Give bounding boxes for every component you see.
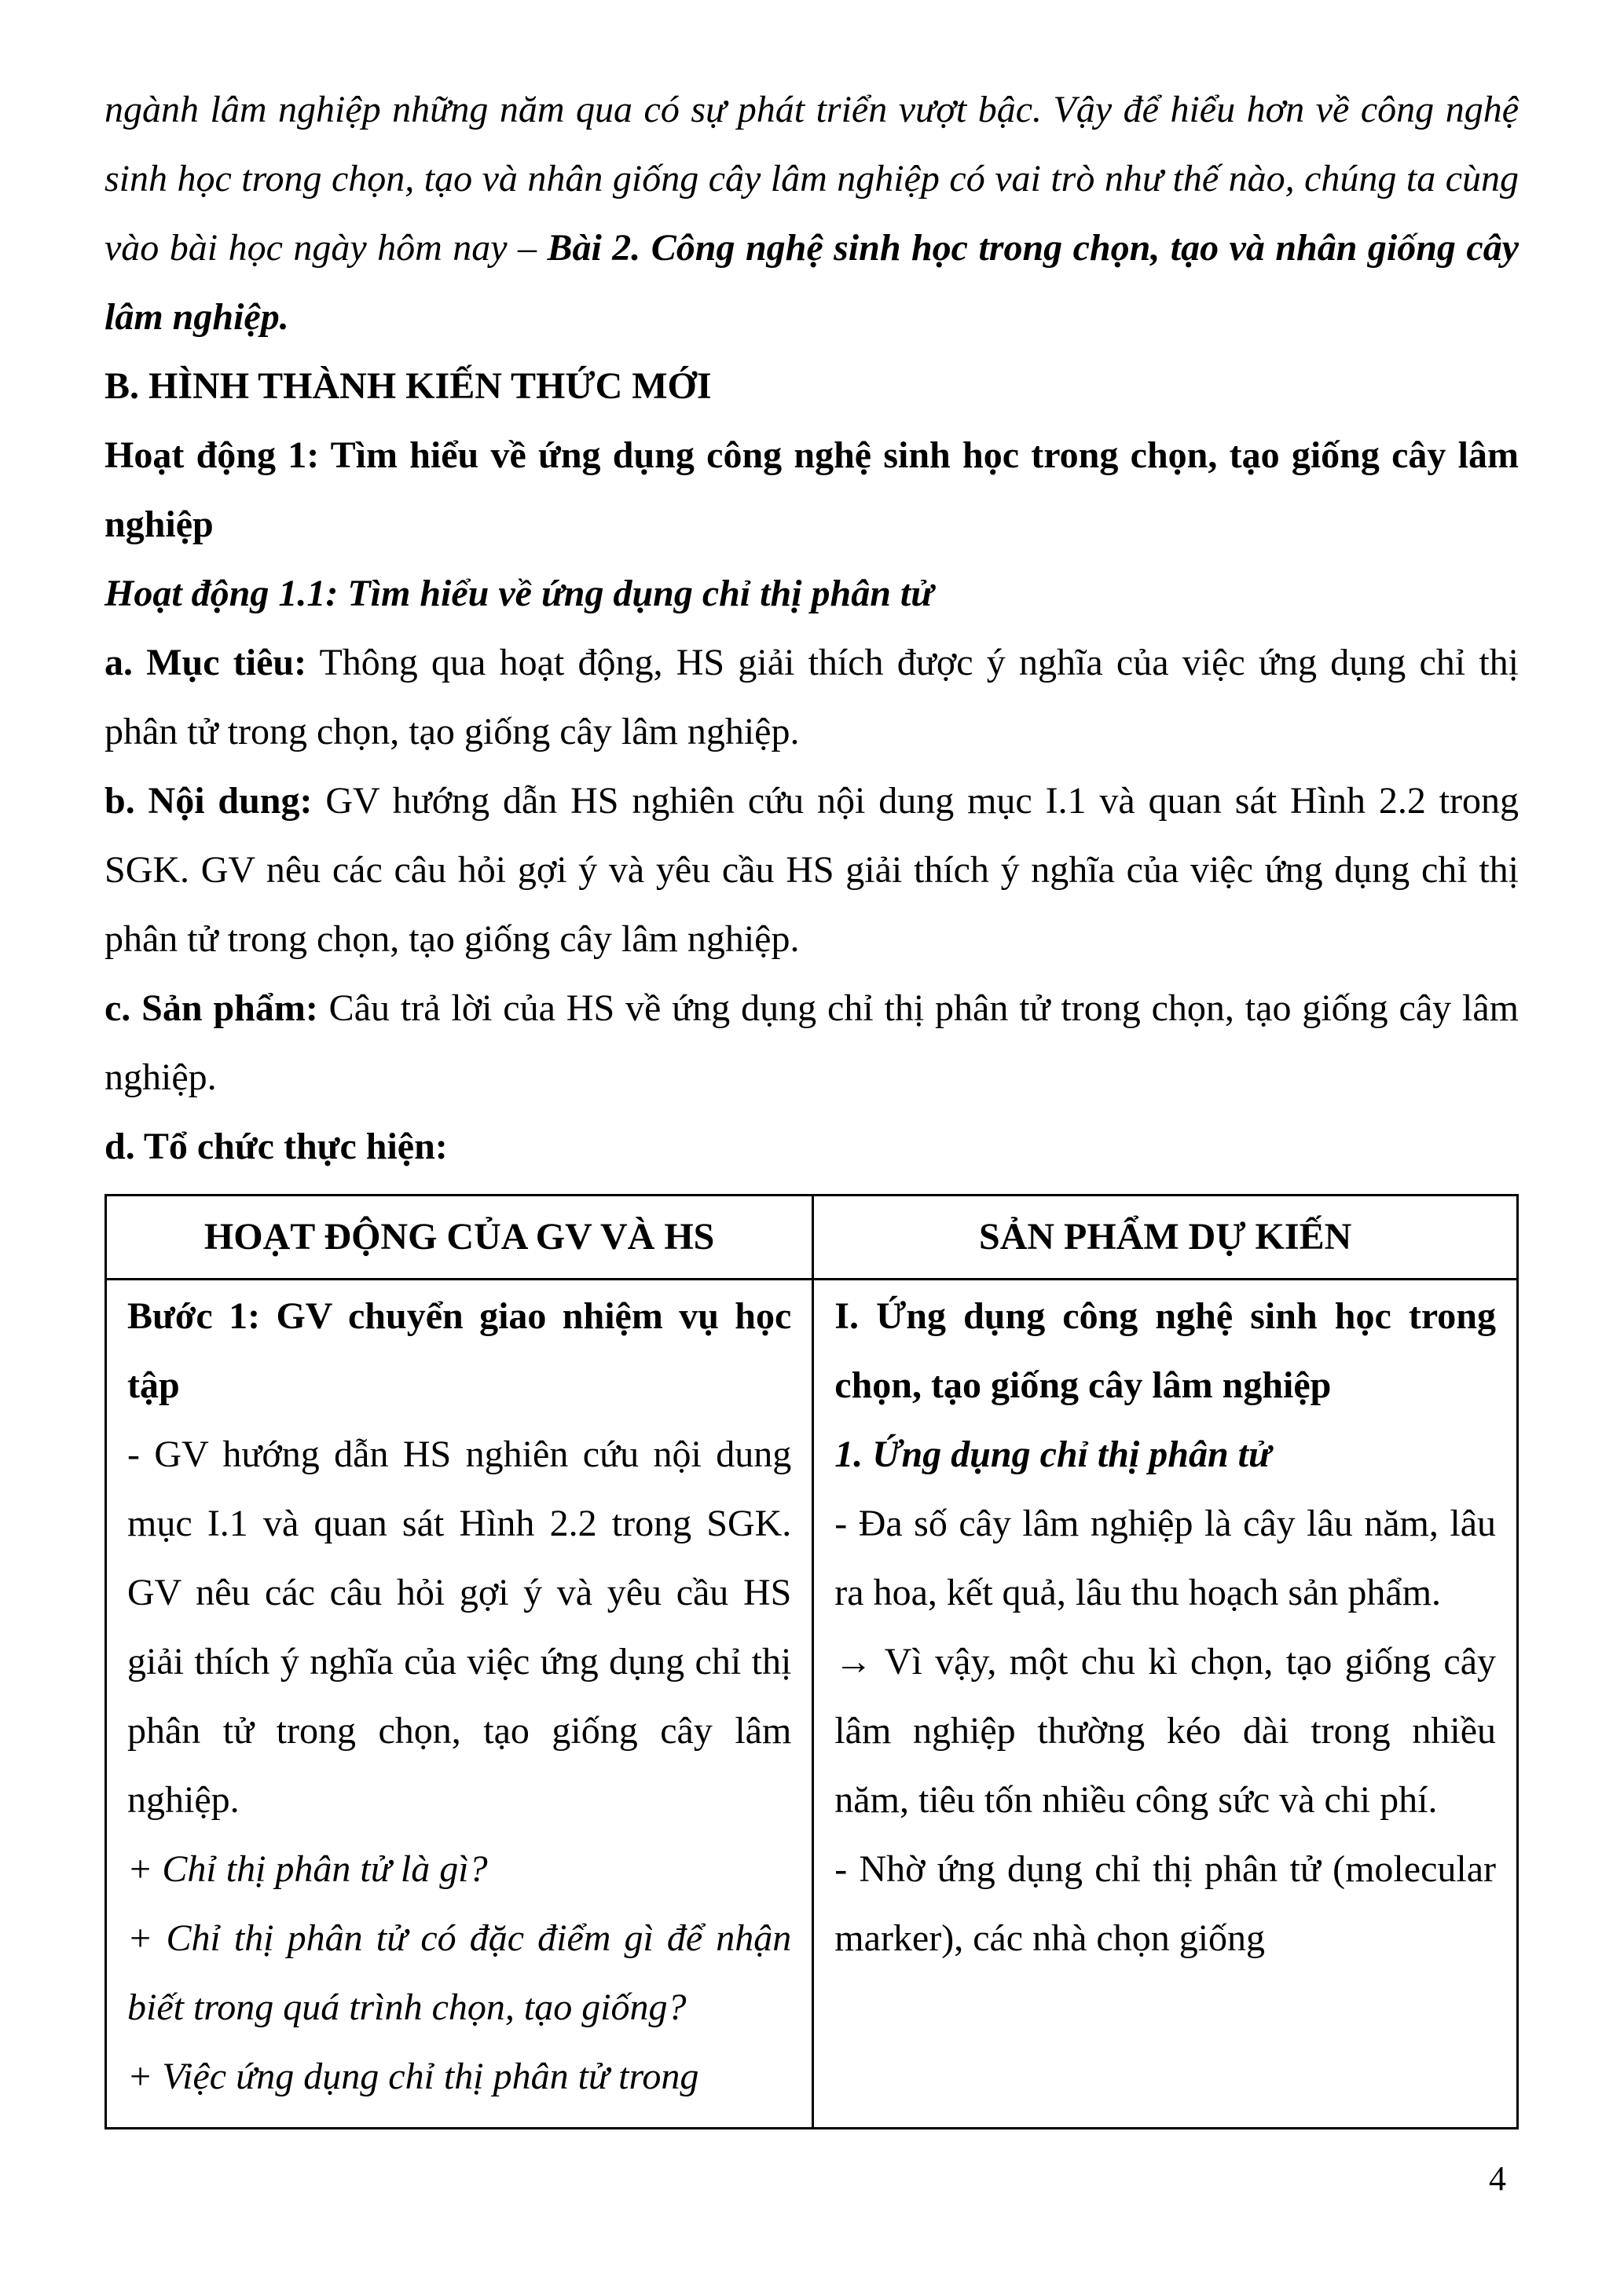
content-point-2: → Vì vậy, một chu kì chọn, tạo giống cây lâm nghiệp thường kéo dài trong nhiều năm, tiêu tốn nhiều công sức và chi phí.	[834, 1641, 1496, 1821]
step1-instruction: - GV hướng dẫn HS nghiên cứu nội dung mục I.1 và quan sát Hình 2.2 trong SGK. GV nêu các câu hỏi gợi ý và yêu cầu HS giải thích ý nghĩa của việc ứng dụng chỉ thị phân tử trong chọn, tạo giống cây lâm nghiệp.	[127, 1434, 792, 1821]
step1-heading: Bước 1: GV chuyển giao nhiệm vụ học tập	[127, 1295, 792, 1406]
label-muc-tieu: a. Mục tiêu:	[104, 642, 307, 683]
paragraph-san-pham	[104, 974, 1519, 1112]
content-heading-1: 1. Ứng dụng chỉ thị phân tử	[834, 1434, 1271, 1475]
text-san-pham: Câu trả lời của HS về ứng dụng chỉ thị phân tử trong chọn, tạo giống cây lâm nghiệp.	[104, 987, 1519, 1098]
cell-gv-hs-activities	[106, 1280, 813, 2129]
paragraph-muc-tieu	[104, 628, 1519, 767]
table-header-row	[106, 1196, 1518, 1280]
heading-section-b: B. HÌNH THÀNH KIẾN THỨC MỚI	[104, 365, 712, 407]
text-noi-dung: GV hướng dẫn HS nghiên cứu nội dung mục I.1 và quan sát Hình 2.2 trong SGK. GV nêu các câu hỏi gợi ý và yêu cầu HS giải thích ý nghĩa của việc ứng dụng chỉ thị phân tử trong chọn, tạo giống cây lâm nghiệp.	[104, 780, 1520, 960]
page-number: 4	[1489, 2159, 1506, 2198]
guiding-question-2: + Chỉ thị phân tử có đặc điểm gì để nhận biết trong quá trình chọn, tạo giống?	[127, 1917, 792, 2028]
content-point-1: - Đa số cây lâm nghiệp là cây lâu năm, lâu ra hoa, kết quả, lâu thu hoạch sản phẩm.	[834, 1503, 1496, 1613]
heading-activity-1-1: Hoạt động 1.1: Tìm hiểu về ứng dụng chỉ thị phân tử	[104, 573, 934, 614]
intro-paragraph	[104, 75, 1519, 352]
cell-expected-products	[813, 1280, 1518, 2129]
guiding-question-3: + Việc ứng dụng chỉ thị phân tử trong	[127, 2056, 699, 2097]
table-body-row	[106, 1280, 1518, 2129]
guiding-question-1: + Chỉ thị phân tử là gì?	[127, 1848, 488, 1890]
content-heading-i: I. Ứng dụng công nghệ sinh học trong chọn, tạo giống cây lâm nghiệp	[834, 1295, 1496, 1406]
document-body	[104, 75, 1519, 2129]
intro-lesson-title: Bài 2. Công nghệ sinh học trong chọn, tạo và nhân giống cây lâm nghiệp.	[104, 227, 1520, 338]
text-muc-tieu: Thông qua hoạt động, HS giải thích được ý nghĩa của việc ứng dụng chỉ thị phân tử trong chọn, tạo giống cây lâm nghiệp.	[104, 642, 1520, 753]
paragraph-to-chuc: d. Tổ chức thực hiện:	[104, 1126, 448, 1167]
heading-activity-1: Hoạt động 1: Tìm hiểu về ứng dụng công nghệ sinh học trong chọn, tạo giống cây lâm nghiệp	[104, 434, 1519, 545]
table-header-gv-hs: HOẠT ĐỘNG CỦA GV VÀ HS	[106, 1196, 813, 1280]
label-san-pham: c. Sản phẩm:	[104, 987, 318, 1029]
label-noi-dung: b. Nội dung:	[104, 780, 313, 822]
table-header-san-pham: SẢN PHẨM DỰ KIẾN	[813, 1196, 1518, 1280]
intro-run-italic: ngành lâm nghiệp những năm qua có sự phát triển vượt bậc. Vậy để hiểu hơn về công nghệ sinh học trong chọn, tạo và nhân giống cây lâm nghiệp có vai trò như thế nào, chúng ta cùng vào bài học ngày hôm nay –	[104, 89, 1519, 269]
content-point-3: - Nhờ ứng dụng chỉ thị phân tử (molecular marker), các nhà chọn giống	[834, 1848, 1496, 1959]
lesson-plan-table	[104, 1194, 1519, 2129]
paragraph-noi-dung	[104, 767, 1519, 974]
